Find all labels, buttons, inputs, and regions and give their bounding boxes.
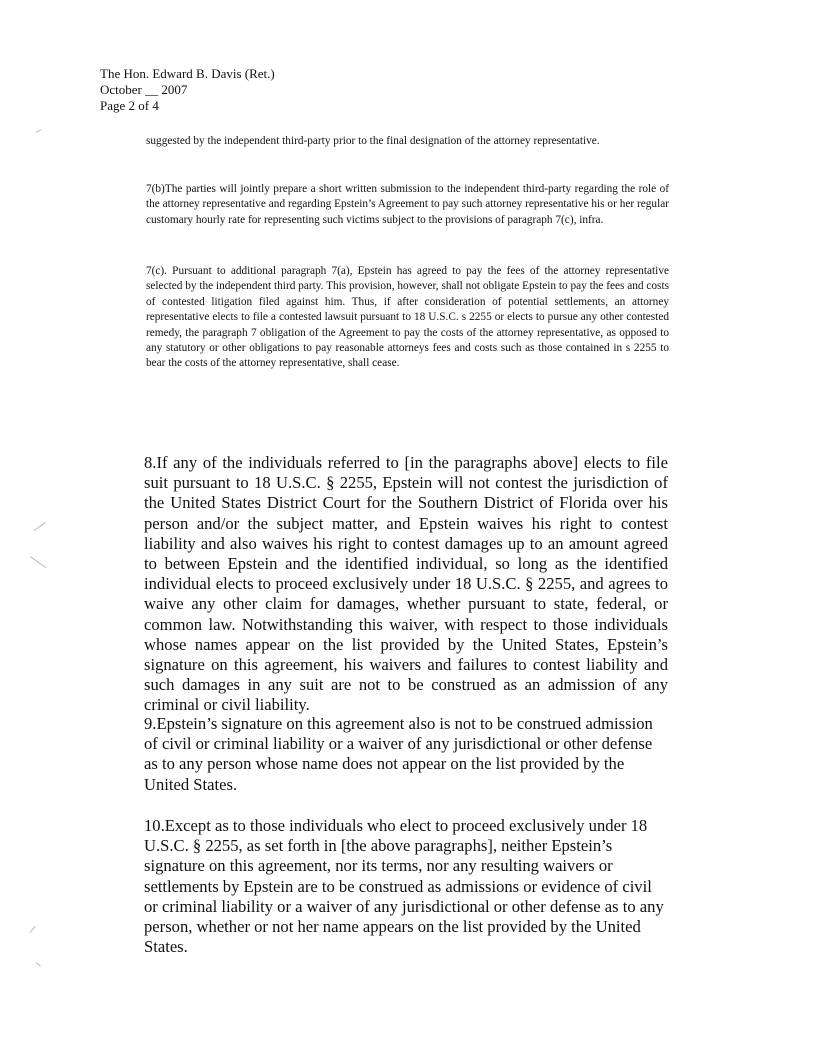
paragraph-8: 8.If any of the individuals referred to [in the paragraphs above] elects to file suit pursuant to 18 U.S.C. § 2255, Epstein will not contest the jurisdiction of the United States District Court for the Southern District of Florida over his person and/or the subject matter, and Epstein waives his right to contest liability and also waives his right to contest damages up to an amount agreed to between Epstein and the identified individual, so long as the identified individual elects to proceed exclusively under 18 U.S.C. § 2255, and agrees to waive any other claim for damages, whether pursuant to state, federal, or common law. Notwithstanding this waiver, with respect to those individuals whose names appear on the list provided by the United States, Epstein’s signature on this agreement, his waivers and failures to contest liability and such damages in any suit are not to be construed as an admission of any criminal or civil liability. [144, 453, 668, 715]
letter-header [100, 66, 275, 114]
paragraph-10: 10.Except as to those individuals who elect to proceed exclusively under 18 U.S.C. § 2255, as set forth in [the above paragraphs], neither Epstein’s signature on this agreement, nor its terms, nor any resulting waivers or settlements by Epstein are to be construed as admissions or evidence of civil or criminal liability or a waiver of any jurisdictional or other defense as to any person, whether or not her name appears on the list provided by the United States. [144, 816, 664, 957]
scan-mark [36, 129, 42, 133]
scan-mark [30, 556, 47, 568]
paragraph-7c: 7(c). Pursuant to additional paragraph 7(a), Epstein has agreed to pay the fees of the attorney representative selected by the independent third party. This provision, however, shall not obligate Epstein to pay the fees and costs of contested litigation filed against him. Thus, if after consideration of potential settlements, an attorney representative elects to file a contested lawsuit pursuant to 18 U.S.C. s 2255 or elects to pursue any other contested remedy, the paragraph 7 obligation of the Agreement to pay the costs of the attorney representative, as opposed to any statutory or other obligations to pay reasonable attorneys fees and costs such as those contained in s 2255 to bear the costs of the attorney representative, shall cease. [146, 265, 669, 370]
paragraph-9: 9.Epstein’s signature on this agreement also is not to be construed admission of civil or criminal liability or a waiver of any jurisdictional or other defense as to any person whose name does not appear on the list provided by the United States. [144, 714, 653, 794]
paragraph-7a-continuation: suggested by the independent third-party prior to the final designation of the attorney representative. [146, 135, 600, 147]
scan-mark [36, 962, 41, 967]
scan-mark [30, 926, 36, 933]
page-number-line: Page 2 of 4 [100, 98, 159, 113]
scan-mark [34, 522, 46, 531]
date-line: October __ 2007 [100, 82, 188, 97]
addressee-line: The Hon. Edward B. Davis (Ret.) [100, 66, 275, 81]
paragraph-7b: 7(b)The parties will jointly prepare a short written submission to the independent third-party regarding the role of the attorney representative and regarding Epstein’s Agreement to pay such attorney representative his or her regular customary hourly rate for representing such victims subject to the provisions of paragraph 7(c), infra. [146, 183, 669, 226]
